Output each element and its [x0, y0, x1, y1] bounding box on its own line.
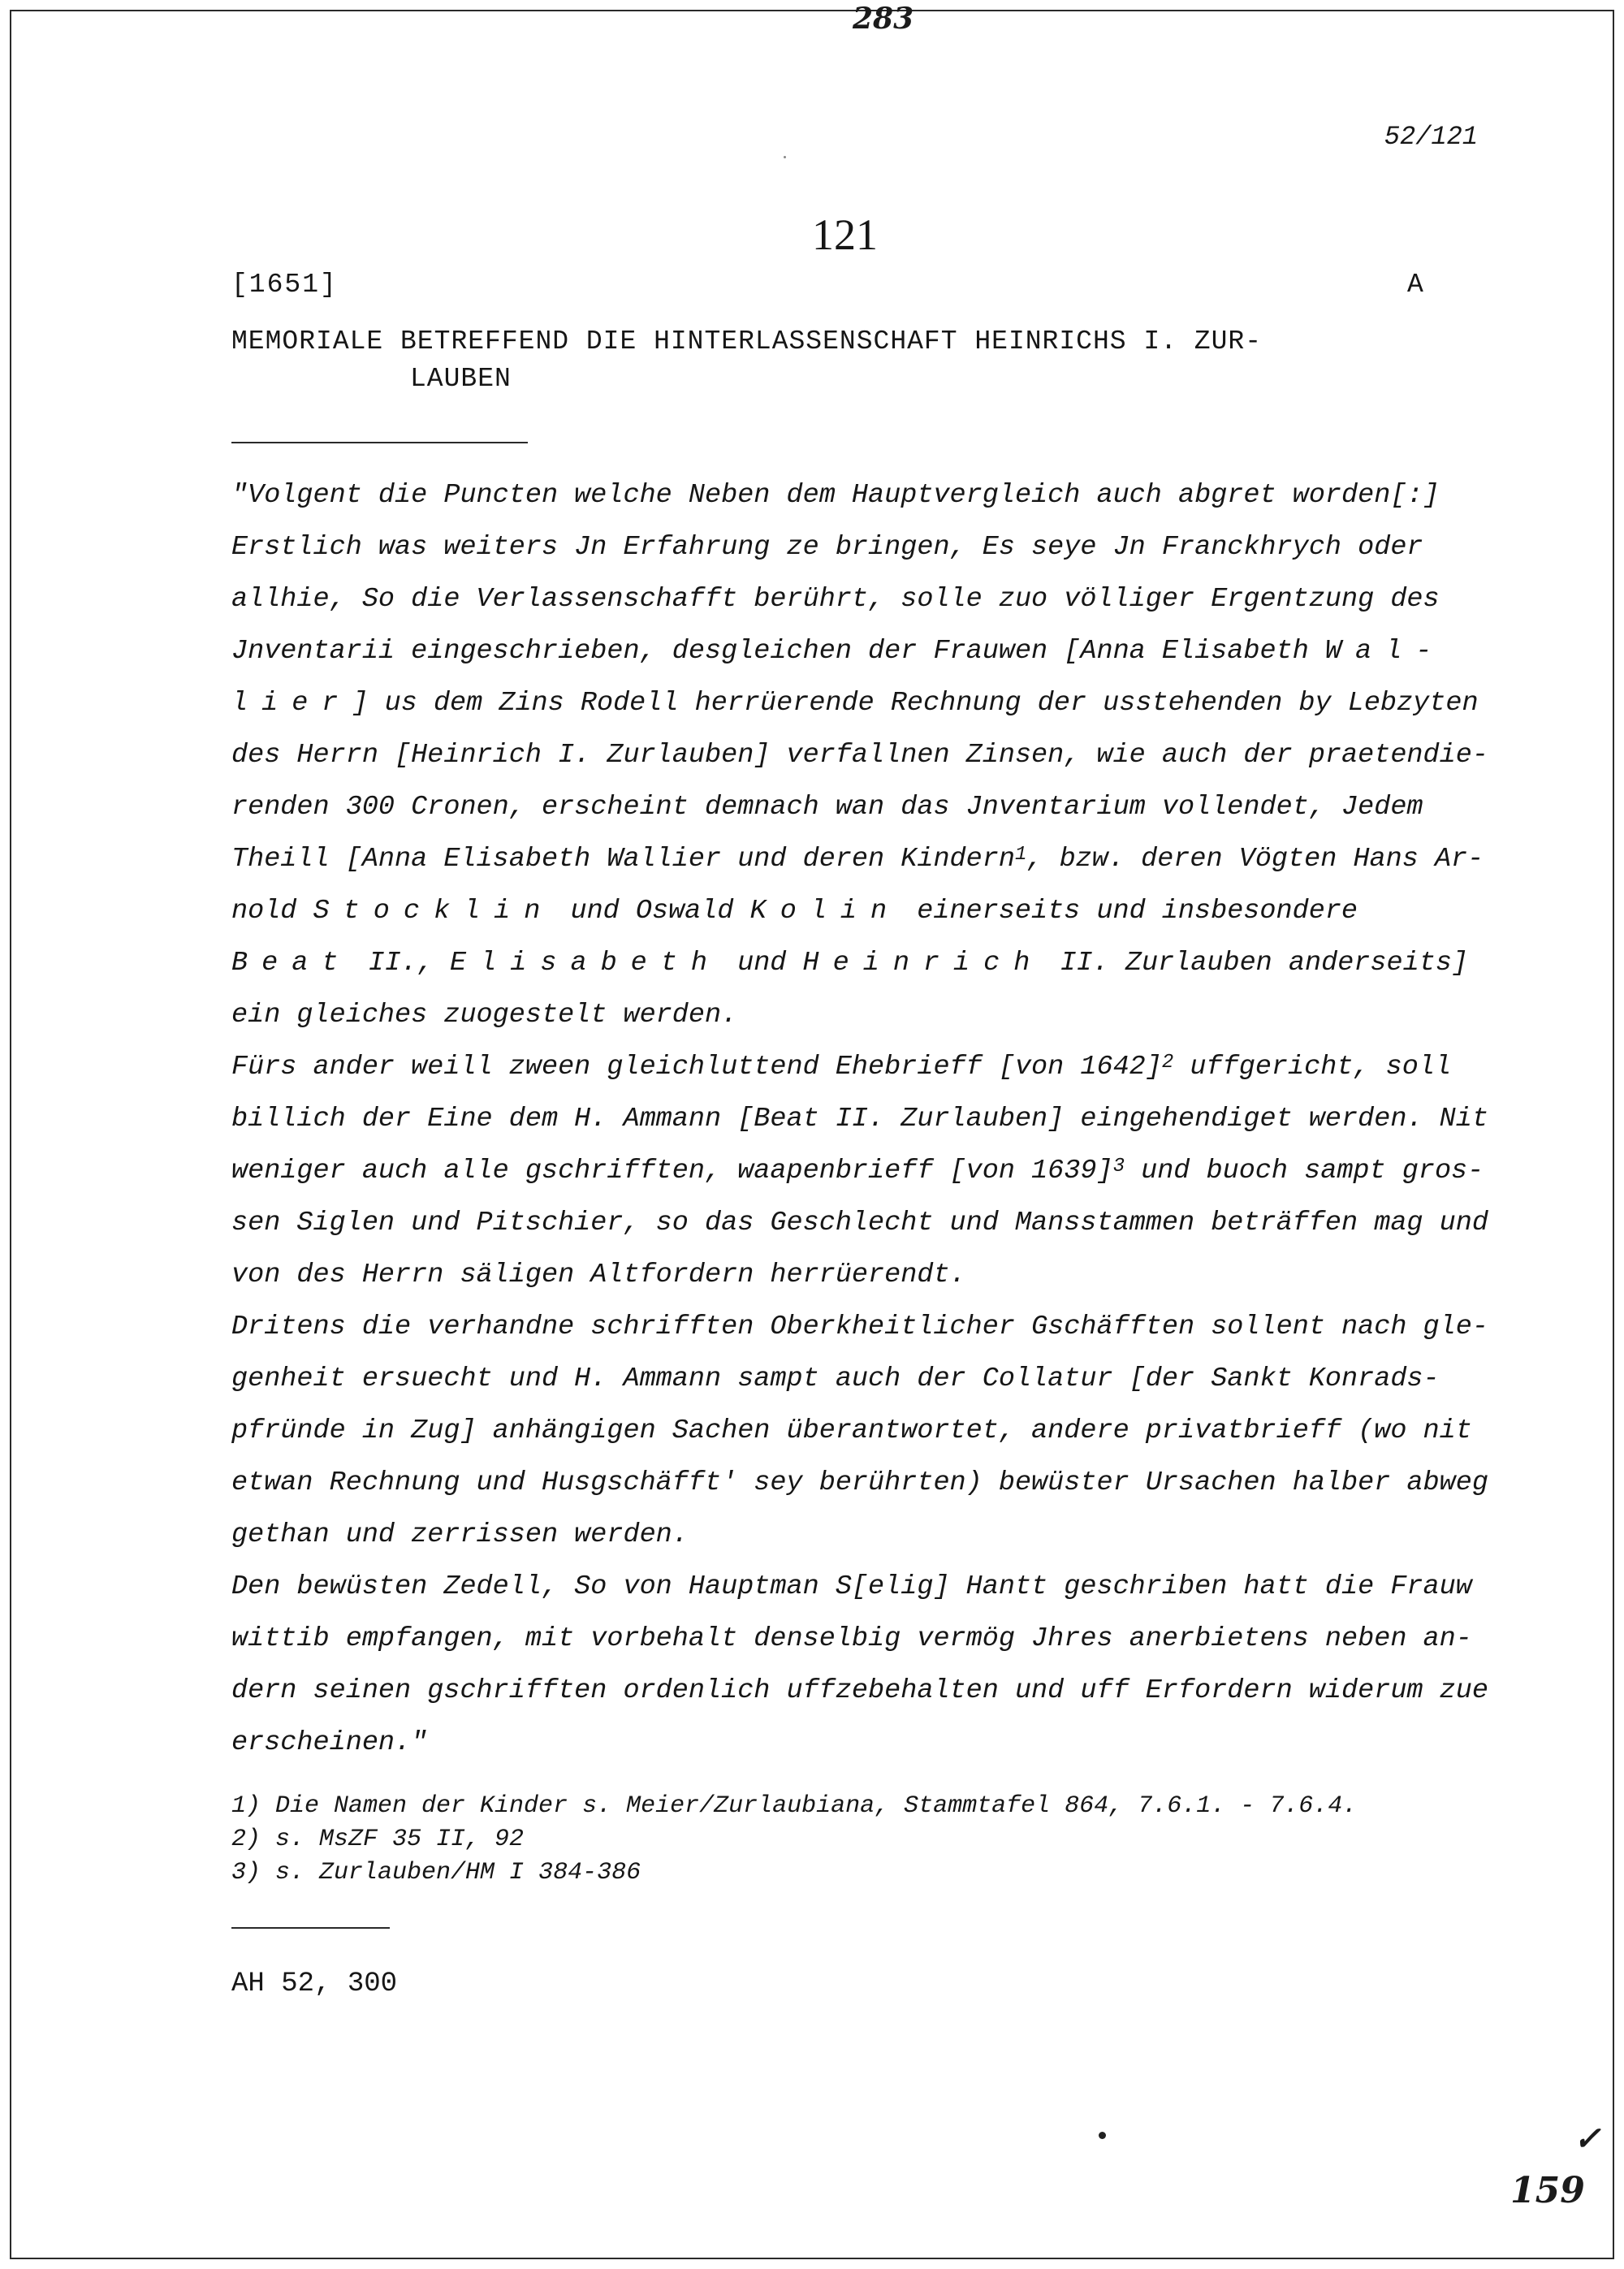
text-line: ein gleiches zuogestelt werden.: [231, 1000, 738, 1031]
text-segment: Jnventarii eingeschrieben, desgleichen der Frauwen [Anna Elisabeth: [231, 636, 1325, 667]
entry-date: [1651]: [231, 270, 338, 300]
text-line: [231, 937, 1488, 989]
footnote-marker: 3: [1112, 1156, 1125, 1178]
footnote-marker: 1: [1014, 844, 1027, 866]
footnote-marker: 2: [1161, 1052, 1174, 1074]
entry-title: [231, 323, 1262, 398]
text-line: [231, 677, 1488, 729]
text-segment: nold: [231, 896, 313, 927]
divider-bottom: [231, 1927, 390, 1929]
ink-dot: [1099, 2132, 1106, 2139]
entry-title-line: LAUBEN: [410, 364, 512, 394]
spaced-name: Elisabeth: [450, 948, 721, 979]
footnote: 3) s. Zurlauben/HM I 384-386: [231, 1859, 641, 1887]
text-line: [231, 1041, 1488, 1093]
text-segment: , bzw. deren Vögten Hans Ar-: [1026, 844, 1484, 875]
text-line: "Volgent die Puncten welche Neben dem Hauptvergleich auch abgret worden[:]: [231, 480, 1440, 511]
text-line: allhie, So die Verlassenschafft berührt, solle zuo völliger Ergentzung des: [231, 584, 1440, 615]
spaced-name: Heinrich: [802, 948, 1044, 979]
spaced-name: lier: [231, 688, 352, 719]
transcription-body: [231, 469, 1488, 1769]
document-reference: 52/121: [1384, 122, 1478, 152]
spaced-name: Stocklin: [313, 896, 555, 927]
text-line: [231, 885, 1488, 937]
text-line: [231, 625, 1488, 677]
text-line: [231, 1145, 1488, 1197]
check-mark-icon: ✓: [1574, 2120, 1601, 2158]
text-segment: und buoch sampt gros-: [1124, 1156, 1484, 1186]
text-line: wittib empfangen, mit vorbehalt denselbig vermög Jhres anerbietens neben an-: [231, 1623, 1472, 1654]
text-segment: ] us dem Zins Rodell herrüerende Rechnung der usstehenden by Lebzyten: [352, 688, 1479, 719]
text-line: billich der Eine dem H. Ammann [Beat II. Zurlauben] eingehendiget werden. Nit: [231, 1104, 1488, 1134]
spaced-name: Wal-: [1324, 636, 1446, 667]
spaced-name: Beat: [231, 948, 352, 979]
text-line: genheit ersuecht und H. Ammann sampt auch der Collatur [der Sankt Konrads-: [231, 1364, 1440, 1394]
text-line: des Herrn [Heinrich I. Zurlauben] verfallnen Zinsen, wie auch der praetendie-: [231, 740, 1488, 771]
text-line: Dritens die verhandne schrifften Oberkheitlicher Gschäfften sollent nach gle-: [231, 1312, 1488, 1342]
text-line: Den bewüsten Zedell, So von Hauptman S[elig] Hantt geschriben hatt die Frauw: [231, 1571, 1472, 1602]
text-line: etwan Rechnung und Husgschäfft' sey berührten) bewüster Ursachen halber abweg: [231, 1467, 1488, 1498]
text-segment: uffgericht, soll: [1173, 1052, 1452, 1083]
text-segment: II. Zurlauben anderseits]: [1043, 948, 1469, 979]
text-segment: einerseits und insbesondere: [901, 896, 1358, 927]
footnote: 1) Die Namen der Kinder s. Meier/Zurlaubiana, Stammtafel 864, 7.6.1. - 7.6.4.: [231, 1792, 1358, 1820]
handwritten-page-number: 283: [853, 2, 914, 36]
entry-title-line: MEMORIALE BETREFFEND DIE HINTERLASSENSCHAFT HEINRICHS I. ZUR-: [231, 326, 1262, 357]
text-segment: weniger auch alle gschrifften, waapenbrieff [von 1639]: [231, 1156, 1113, 1186]
stray-dot: [784, 156, 786, 158]
text-line: Erstlich was weiters Jn Erfahrung ze bringen, Es seye Jn Franckhrych oder: [231, 532, 1423, 563]
spaced-name: Kolin: [749, 896, 901, 927]
divider-top: [231, 442, 528, 443]
text-line: sen Siglen und Pitschier, so das Geschlecht und Mansstammen beträffen mag und: [231, 1208, 1488, 1238]
text-segment: II.,: [352, 948, 451, 979]
archive-reference: AH 52, 300: [231, 1969, 398, 1999]
text-line: renden 300 Cronen, erscheint demnach wan das Jnventarium vollendet, Jedem: [231, 792, 1423, 823]
text-segment: Theill [Anna Elisabeth Wallier und deren Kindern: [231, 844, 1015, 875]
text-line: [231, 833, 1488, 885]
text-segment: und: [720, 948, 803, 979]
text-segment: und Oswald: [554, 896, 750, 927]
footnotes: [231, 1790, 1357, 1890]
text-line: dern seinen gschrifften ordenlich uffzebehalten und uff Erfordern widerum zue: [231, 1675, 1488, 1706]
entry-type-marker: A: [1407, 270, 1423, 300]
text-line: gethan und zerrissen werden.: [231, 1519, 689, 1550]
text-segment: Fürs ander weill zween gleichluttend Ehebrieff [von 1642]: [231, 1052, 1162, 1083]
footnote: 2) s. MsZF 35 II, 92: [231, 1826, 525, 1853]
text-line: pfründe in Zug] anhängigen Sachen überantwortet, andere privatbrieff (wo nit: [231, 1415, 1472, 1446]
handwritten-folio-number: 159: [1510, 2170, 1585, 2211]
text-line: erscheinen.": [231, 1727, 428, 1758]
entry-number: 121: [812, 210, 878, 259]
text-line: von des Herrn säligen Altfordern herrüerendt.: [231, 1260, 966, 1290]
